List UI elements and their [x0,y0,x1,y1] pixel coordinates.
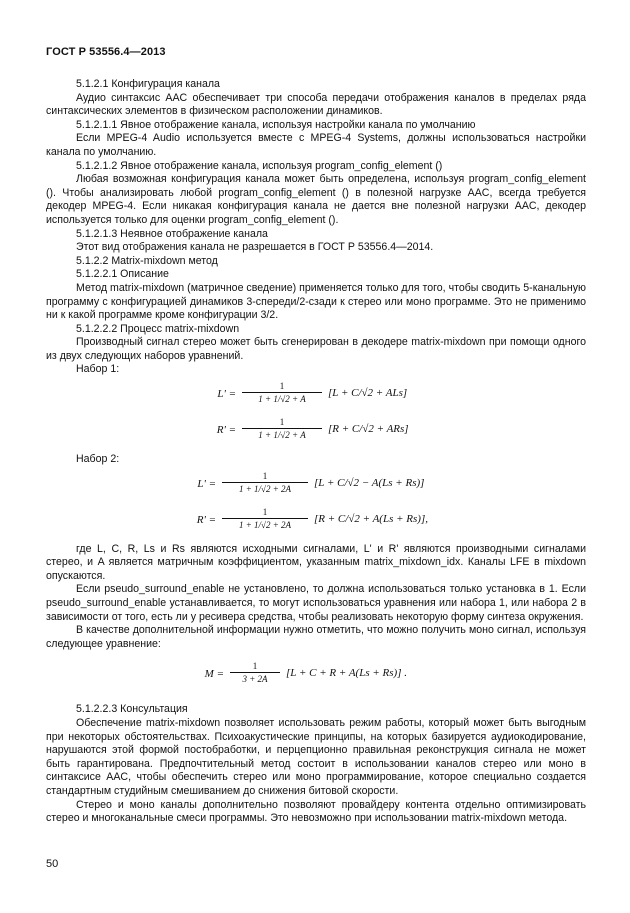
formula-rhs: [R + C/√2 + A(Ls + Rs)], [314,512,428,525]
fraction-denominator: 3 + 2A [230,672,280,685]
formula-lhs: R' = [196,513,216,526]
fraction-numerator: 1 [262,506,268,517]
formula-fraction [222,471,308,495]
section-heading: 5.1.2.2.1 Описание [76,268,169,281]
formula-rhs: [L + C/√2 − A(Ls + Rs)] [314,476,425,489]
page-number: 50 [46,858,59,870]
section-heading: 5.1.2.2.3 Консультация [76,703,188,716]
fraction-denominator: 1 + 1/√2 + 2A [222,518,308,531]
formula-lhs: R' = [216,424,236,437]
paragraph: Производный сигнал стерео может быть сгенерирован в декодере matrix-mixdown при помощи одного из двух следующих наборов уравнений. [46,336,586,362]
section-heading: 5.1.2.1 Конфигурация канала [76,78,220,90]
formula-rhs: [L + C/√2 + ALs] [328,387,408,400]
fraction-numerator: 1 [252,661,258,672]
section-heading: 5.1.2.1.1 Явное отображение канала, используя настройки канала по умолчанию [76,118,476,131]
paragraph: Если MPEG-4 Audio используется вместе с MPEG-4 Systems, должны использоваться настройки канала по умолчанию. [46,132,586,158]
set-label: Набор 2: [76,453,120,466]
formula-set1-left [46,381,586,413]
formula-mono [46,661,586,693]
formula-set2-right [46,507,586,539]
section-heading: 5.1.2.1.2 Явное отображение канала, используя program_config_element () [76,159,443,172]
formula-fraction [242,417,322,441]
formula-lhs: M = [204,668,224,681]
set-label: Набор 1: [76,363,120,376]
paragraph: Аудио синтаксис AAC обеспечивает три способа передачи отображения каналов в пределах ряда синтаксических элементов в физическом расположении динамиков. [46,91,586,118]
paragraph: В качестве дополнительной информации нужно отметить, что можно получить моно сигнал, используя следующее уравнение: [46,624,586,650]
formula-set1-right [46,417,586,449]
paragraph: Если pseudo_surround_enable не установлено, то должна использоваться только установка в 1. Если pseudo_surround_enable устанавливается, то могут использоваться уравнения или набора 1, или набора 2 в зависимости от того, есть ли у ресивера средства, чтобы реализовать некоторую форму синтеза окружения. [46,583,586,623]
fraction-denominator: 1 + 1/√2 + 2A [222,482,308,495]
fraction-denominator: 1 + 1/√2 + A [242,428,322,441]
formula-fraction [230,661,280,685]
fraction-numerator: 1 [262,470,268,481]
paragraph: где L, C, R, Ls и Rs являются исходными сигналами, L' и R' являются производными сигналами стерео, и A является матричным коэффициентом, указанным matrix_mixdown_idx. Каналы LFE в mixdown опускаются. [46,542,586,582]
paragraph: Обеспечение matrix-mixdown позволяет использовать режим работы, который может быть выгодным при некоторых обстоятельствах. Психоакустические принципы, на которых базируется аудиокодирование, нарушаются этой формой постобработки, и перцепционно правильная реконструкция сигнала не может быть гарантирована. Предпочтительный метод состоит в использовании каналов стерео или моно в синтаксисе AAC, чтобы обеспечить стерео или моно программирование, которое специально создается стандартным студийным смешиванием до снижения битовой скорости. [46,717,586,797]
section-heading: 5.1.2.1.3 Неявное отображение канала [76,227,268,240]
fraction-denominator: 1 + 1/√2 + A [242,392,322,405]
paragraph: Любая возможная конфигурация канала может быть определена, используя program_config_element (). Чтобы анализировать любой program_config_element () в полезной нагрузке AAC, всегда требуется декодер MPEG-4. Если никакая конфигурация канала не дается вне полезной нагрузки AAC, декодер используется только для оценки program_config_element (). [46,173,586,226]
formula-rhs: [R + C/√2 + ARs] [328,423,409,436]
paragraph: Метод matrix-mixdown (матричное сведение) применяется только для того, чтобы сводить 5-канальную программу с конфигурацией динамиков 3-спереди/2-сзади к стерео или моно программе. Это не применимо ни к какой программе кроме конфигурации 3/2. [46,281,586,322]
formula-set2-left [46,471,586,503]
page-header: ГОСТ Р 53556.4—2013 [46,46,166,58]
formula-lhs: L' = [197,477,216,490]
formula-fraction [242,381,322,405]
formula-fraction [222,507,308,531]
formula-rhs: [L + C + R + A(Ls + Rs)] . [286,667,407,680]
section-heading: 5.1.2.2 Matrix-mixdown метод [76,254,218,267]
fraction-numerator: 1 [279,381,285,392]
fraction-numerator: 1 [279,417,285,428]
paragraph: Этот вид отображения канала не разрешается в ГОСТ Р 53556.4—2014. [76,241,434,254]
section-heading: 5.1.2.2.2 Процесс matrix-mixdown [76,322,240,335]
formula-lhs: L' = [217,388,236,401]
paragraph: Стерео и моно каналы дополнительно позволяют провайдеру контента отдельно оптимизировать стерео и многоканальные смеси программы. Это невозможно при использовании matrix-mixdown метода. [46,798,586,825]
page-content [46,78,586,826]
